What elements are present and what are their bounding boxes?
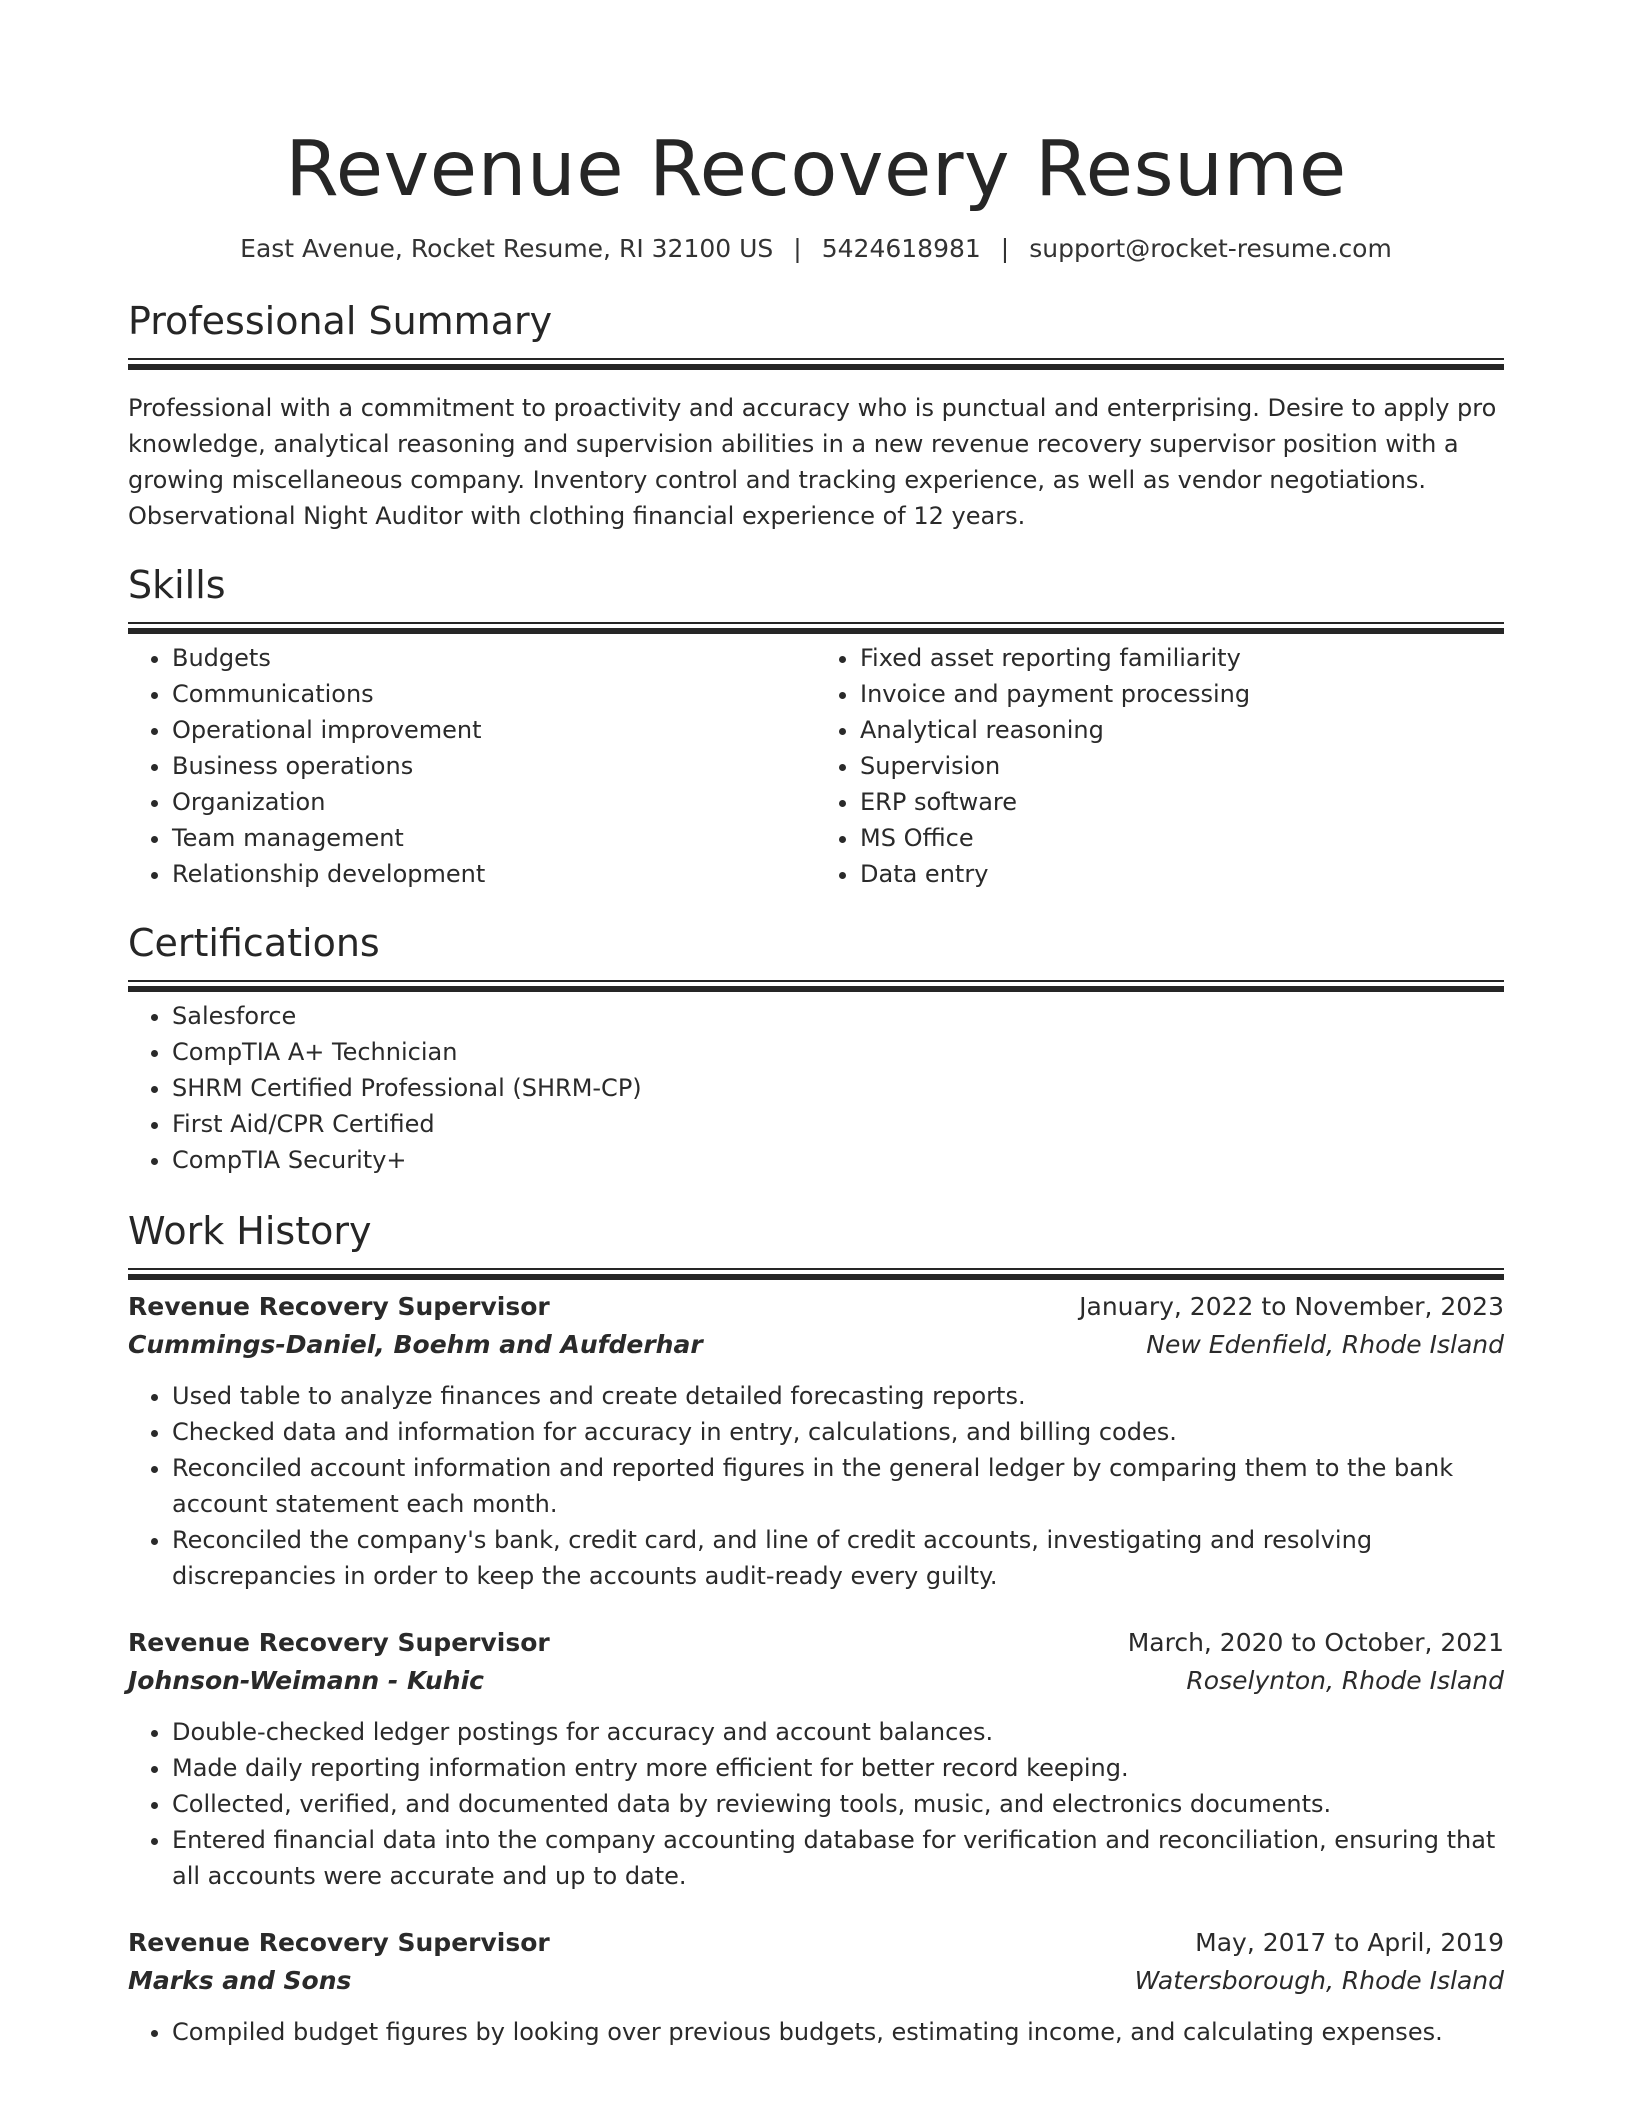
skill-item: • Analytical reasoning bbox=[860, 712, 1504, 748]
section-heading-skills: Skills bbox=[128, 563, 226, 607]
duty-item: • Entered financial data into the company accounting database for verification and reconciliation, ensuring that all accounts were accurate and up to date. bbox=[172, 1822, 1504, 1894]
skill-item: • Supervision bbox=[860, 748, 1504, 784]
duty-item: • Used table to analyze finances and create detailed forecasting reports. bbox=[172, 1378, 1504, 1414]
job-duties bbox=[128, 1378, 1504, 1594]
certifications-list bbox=[128, 998, 1504, 1178]
job-dates: May, 2017 to April, 2019 bbox=[1195, 1928, 1504, 1957]
duty-item: • Reconciled the company's bank, credit card, and line of credit accounts, investigating and resolving discrepancies in order to keep the accounts audit-ready every guilty. bbox=[172, 1522, 1504, 1594]
skills-section bbox=[128, 562, 1504, 892]
job-header bbox=[128, 1288, 1504, 1326]
skills-list-left bbox=[128, 640, 816, 892]
certification-item: • CompTIA Security+ bbox=[172, 1142, 1504, 1178]
job-title: Revenue Recovery Supervisor bbox=[128, 1292, 550, 1321]
job-company: Cummings-Daniel, Boehm and Aufderhar bbox=[128, 1330, 703, 1359]
job-duties bbox=[128, 1714, 1504, 1894]
skill-item: • Communications bbox=[172, 676, 816, 712]
certification-item: • First Aid/CPR Certified bbox=[172, 1106, 1504, 1142]
skills-columns bbox=[128, 640, 1504, 892]
job-header bbox=[128, 1624, 1504, 1662]
job-dates: January, 2022 to November, 2023 bbox=[1079, 1292, 1504, 1321]
skill-item: • Budgets bbox=[172, 640, 816, 676]
job-title: Revenue Recovery Supervisor bbox=[128, 1628, 550, 1657]
skill-item: • ERP software bbox=[860, 784, 1504, 820]
section-heading-work-history: Work History bbox=[128, 1209, 372, 1253]
contact-address: East Avenue, Rocket Resume, RI 32100 US bbox=[240, 234, 774, 263]
job-title: Revenue Recovery Supervisor bbox=[128, 1928, 550, 1957]
skill-item: • Operational improvement bbox=[172, 712, 816, 748]
resume-page bbox=[128, 0, 1504, 2050]
skill-item: • Invoice and payment processing bbox=[860, 676, 1504, 712]
certification-item: • Salesforce bbox=[172, 998, 1504, 1034]
contact-phone: 5424618981 bbox=[821, 234, 981, 263]
skill-item: • Business operations bbox=[172, 748, 816, 784]
section-divider bbox=[128, 622, 1504, 624]
work-history-section bbox=[128, 1208, 1504, 2050]
job-subheader bbox=[128, 1326, 1504, 1364]
skill-item: • Organization bbox=[172, 784, 816, 820]
job-subheader bbox=[128, 1962, 1504, 2000]
job-subheader bbox=[128, 1662, 1504, 1700]
contact-line bbox=[128, 232, 1504, 266]
skill-item: • Fixed asset reporting familiarity bbox=[860, 640, 1504, 676]
section-divider bbox=[128, 358, 1504, 360]
job-duties bbox=[128, 2014, 1504, 2050]
skill-item: • MS Office bbox=[860, 820, 1504, 856]
contact-separator: | bbox=[1000, 234, 1010, 263]
skill-item: • Relationship development bbox=[172, 856, 816, 892]
job-entry bbox=[128, 1924, 1504, 2050]
section-divider bbox=[128, 1268, 1504, 1270]
job-location: Roselynton, Rhode Island bbox=[1186, 1666, 1504, 1695]
duty-item: • Compiled budget figures by looking over previous budgets, estimating income, and calculating expenses. bbox=[172, 2014, 1504, 2050]
section-heading-certifications: Certifications bbox=[128, 921, 380, 965]
skills-list-right bbox=[816, 640, 1504, 892]
job-location: Watersborough, Rhode Island bbox=[1134, 1966, 1504, 1995]
job-entry bbox=[128, 1624, 1504, 1894]
contact-separator: | bbox=[793, 234, 802, 263]
certification-item: • SHRM Certified Professional (SHRM-CP) bbox=[172, 1070, 1504, 1106]
certification-item: • CompTIA A+ Technician bbox=[172, 1034, 1504, 1070]
duty-item: • Made daily reporting information entry more efficient for better record keeping. bbox=[172, 1750, 1504, 1786]
job-company: Johnson-Weimann - Kuhic bbox=[128, 1666, 484, 1695]
duty-item: • Double-checked ledger postings for accuracy and account balances. bbox=[172, 1714, 1504, 1750]
skill-item: • Data entry bbox=[860, 856, 1504, 892]
contact-email: support@rocket-resume.com bbox=[1029, 234, 1392, 263]
summary-text: Professional with a commitment to proactivity and accuracy who is punctual and enterprising. Desire to apply pro knowledge, analytical reasoning and supervision abilities in a new revenue recovery supervisor position with a growing miscellaneous company. Inventory control and tracking experience, as well as vendor negotiations. Observational Night Auditor with clothing financial experience of 12 years. bbox=[128, 394, 1497, 530]
duty-item: • Collected, verified, and documented data by reviewing tools, music, and electronics documents. bbox=[172, 1786, 1504, 1822]
resume-title: Revenue Recovery Resume bbox=[285, 125, 1347, 214]
duty-item: • Reconciled account information and reported figures in the general ledger by comparing them to the bank account statement each month. bbox=[172, 1450, 1504, 1522]
skill-item: • Team management bbox=[172, 820, 816, 856]
job-dates: March, 2020 to October, 2021 bbox=[1127, 1628, 1504, 1657]
job-location: New Edenfield, Rhode Island bbox=[1146, 1330, 1504, 1359]
duty-item: • Checked data and information for accuracy in entry, calculations, and billing codes. bbox=[172, 1414, 1504, 1450]
job-entry bbox=[128, 1288, 1504, 1594]
certifications-section bbox=[128, 920, 1504, 1178]
section-divider bbox=[128, 980, 1504, 982]
job-header bbox=[128, 1924, 1504, 1962]
section-heading-summary: Professional Summary bbox=[128, 299, 553, 343]
job-company: Marks and Sons bbox=[128, 1966, 352, 1995]
summary-section bbox=[128, 298, 1504, 534]
